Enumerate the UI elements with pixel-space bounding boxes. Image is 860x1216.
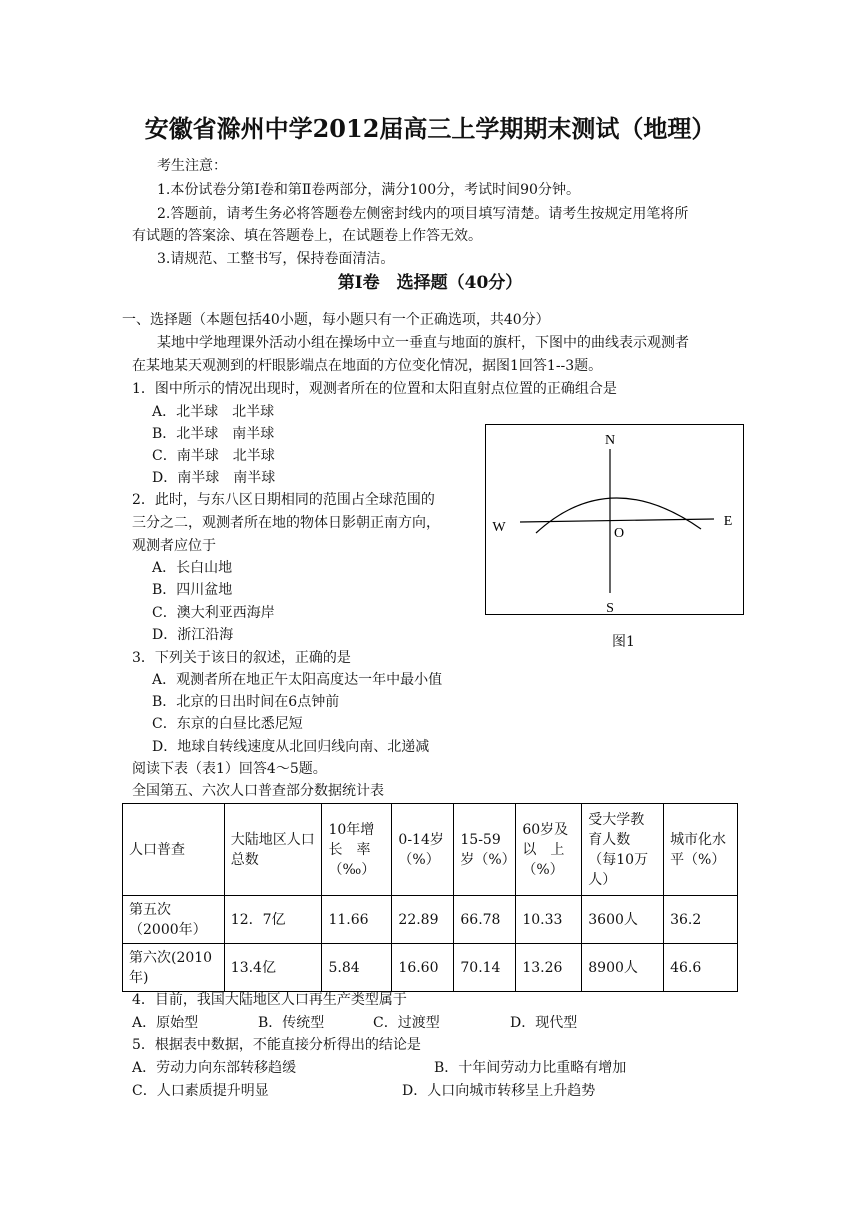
question-2-option-d: D．浙江沿海 — [152, 627, 234, 643]
figure-1-frame — [485, 424, 744, 615]
east-label: E — [723, 514, 733, 529]
header-census: 人口普查 — [123, 804, 225, 896]
table-row — [123, 896, 738, 944]
table-cell: 46.6 — [664, 944, 738, 992]
question-3-option-c: C．东京的白昼比悉尼短 — [152, 716, 303, 732]
census-table — [122, 803, 741, 992]
table-row — [123, 944, 738, 992]
question-2-stem-c: 观测者应位于 — [132, 538, 216, 554]
table-cell: 13.26 — [516, 944, 582, 992]
question-3-stem: 3．下列关于该日的叙述，正确的是 — [132, 650, 351, 666]
question-4-option-d: D．现代型 — [510, 1015, 578, 1031]
header-urbanization: 城市化水 平（%） — [664, 804, 738, 896]
origin-label: O — [613, 526, 625, 541]
header-total-population: 大陆地区人口总数 — [224, 804, 322, 896]
table-cell: 第五次（2000年） — [123, 896, 225, 944]
table-cell: 10.33 — [516, 896, 582, 944]
question-1-option-a: A．北半球 北半球 — [152, 404, 275, 420]
question-3-option-a: A．观测者所在地正午太阳高度达一年中最小值 — [152, 672, 443, 688]
shadow-trace-diagram — [486, 425, 743, 614]
question-4-stem: 4．目前，我国大陆地区人口再生产类型属于 — [132, 992, 407, 1008]
table-cell: 11.66 — [322, 896, 392, 944]
header-age-0-14: 0-14岁（%） — [392, 804, 454, 896]
table-cell: 13.4亿 — [224, 944, 322, 992]
table-cell: 12．7亿 — [224, 896, 322, 944]
question-5-stem: 5．根据表中数据，不能直接分析得出的结论是 — [132, 1037, 421, 1053]
question-1-option-d: D．南半球 南半球 — [152, 470, 276, 486]
table-cell: 36.2 — [664, 896, 738, 944]
document-title: 安徽省滁州中学2012届高三上学期期末测试（地理） — [144, 114, 716, 143]
figure-1-caption: 图1 — [612, 634, 635, 650]
notice-line-2b: 有试题的答案涂、填在答题卷上，在试题卷上作答无效。 — [132, 228, 482, 244]
notice-line-3: 3.请规范、工整书写，保持卷面清洁。 — [157, 251, 395, 267]
header-age-15-59: 15-59岁（%） — [454, 804, 516, 896]
question-2-option-c: C．澳大利亚西海岸 — [152, 605, 275, 621]
question-5-option-d: D．人口向城市转移呈上升趋势 — [402, 1083, 596, 1099]
table-header-row — [123, 804, 738, 896]
question-2-stem-b: 三分之二，观测者所在地的物体日影朝正南方向， — [132, 515, 440, 531]
question-1-option-b: B．北半球 南半球 — [152, 426, 275, 442]
part1-intro: 一、选择题（本题包括40小题，每小题只有一个正确选项，共40分） — [122, 312, 550, 328]
table-cell: 第六次(2010年) — [123, 944, 225, 992]
notice-line-1: 1.本份试卷分第Ⅰ卷和第Ⅱ卷两部分，满分100分，考试时间90分钟。 — [157, 182, 580, 198]
table-cell: 5.84 — [322, 944, 392, 992]
table-cell: 66.78 — [454, 896, 516, 944]
question-4-option-b: B．传统型 — [258, 1015, 325, 1031]
header-age-60-plus: 60岁及以 上（%） — [516, 804, 582, 896]
table-title: 全国第五、六次人口普查部分数据统计表 — [132, 783, 384, 799]
question-2-option-b: B．四川盆地 — [152, 582, 233, 598]
question-4-option-a: A．原始型 — [132, 1015, 199, 1031]
question-3-option-b: B．北京的日出时间在6点钟前 — [152, 694, 340, 710]
notice-heading: 考生注意： — [157, 158, 227, 174]
header-university-educated: 受大学教育人数（每10万人） — [582, 804, 664, 896]
table-intro: 阅读下表（表1）回答4～5题。 — [132, 761, 327, 777]
table-cell: 16.60 — [392, 944, 454, 992]
question-5-option-c: C．人口素质提升明显 — [132, 1083, 269, 1099]
question-2-stem-a: 2．此时，与东八区日期相同的范围占全球范围的 — [132, 492, 435, 508]
table-cell: 22.89 — [392, 896, 454, 944]
question-5-option-b: B．十年间劳动力比重略有增加 — [434, 1060, 627, 1076]
passage-line-2: 在某地某天观测到的杆眼影端点在地面的方位变化情况，据图1回答1--3题。 — [132, 358, 603, 374]
south-label: S — [606, 601, 614, 614]
section-title: 第Ⅰ卷 选择题（40分） — [337, 273, 523, 293]
west-label: W — [492, 520, 506, 535]
question-1-option-c: C．南半球 北半球 — [152, 448, 275, 464]
question-5-option-a: A．劳动力向东部转移趋缓 — [132, 1060, 297, 1076]
question-4-option-c: C．过渡型 — [373, 1015, 440, 1031]
question-1-stem: 1．图中所示的情况出现时，观测者所在的位置和太阳直射点位置的正确组合是 — [132, 381, 617, 397]
question-2-option-a: A．长白山地 — [152, 560, 233, 576]
header-growth-rate: 10年增长 率（‰） — [322, 804, 392, 896]
table-cell: 8900人 — [582, 944, 664, 992]
north-label: N — [604, 433, 616, 448]
table-cell: 3600人 — [582, 896, 664, 944]
table-cell: 70.14 — [454, 944, 516, 992]
notice-line-2a: 2.答题前，请考生务必将答题卷左侧密封线内的项目填写清楚。请考生按规定用笔将所 — [157, 206, 689, 222]
passage-line-1: 某地中学地理课外活动小组在操场中立一垂直与地面的旗杆，下图中的曲线表示观测者 — [157, 335, 689, 351]
question-3-option-d: D．地球自转线速度从北回归线向南、北递减 — [152, 739, 430, 755]
